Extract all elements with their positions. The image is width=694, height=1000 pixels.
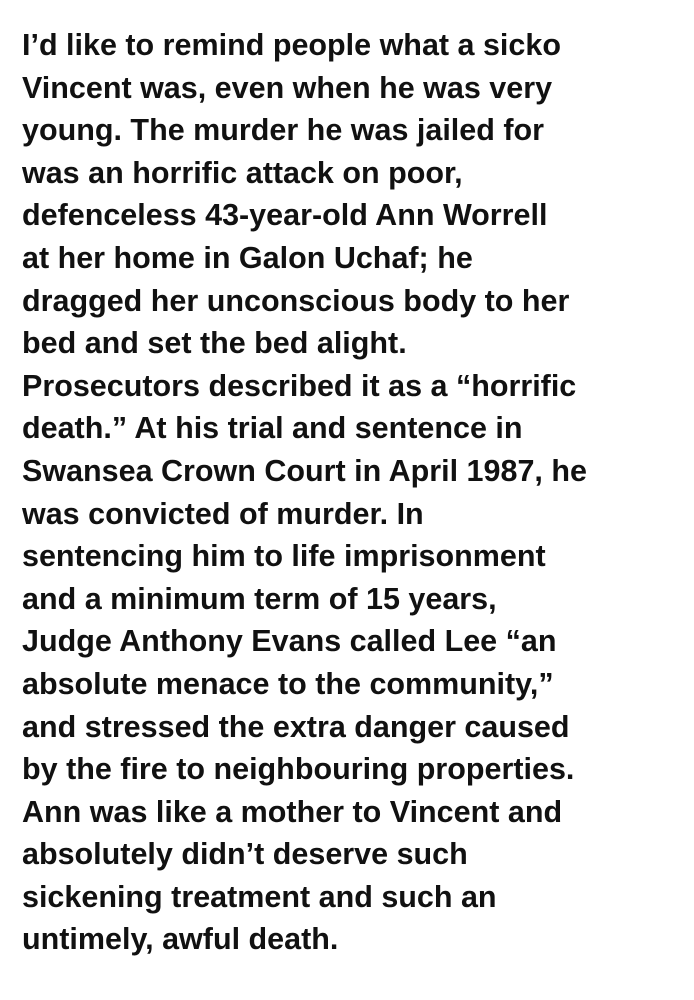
note-line: by the fire to neighbouring properties. xyxy=(22,752,575,787)
note-line: and a minimum term of 15 years, xyxy=(22,581,497,616)
note-line: Vincent was, even when he was very xyxy=(22,70,553,105)
note-line: at her home in Galon Uchaf; he xyxy=(22,240,473,275)
note-line: I’d like to remind people what a sicko xyxy=(22,28,561,62)
note-line: was convicted of murder. In xyxy=(22,496,424,531)
note-line: dragged her unconscious body to her xyxy=(22,283,570,318)
note-line: sentencing him to life imprisonment xyxy=(22,539,546,574)
note-line: death.” At his trial and sentence in xyxy=(22,411,523,446)
note-line: young. The murder he was jailed for xyxy=(22,113,544,148)
note-body xyxy=(22,24,682,961)
note-line: Prosecutors described it as a “horrific xyxy=(22,368,577,403)
note-line: Ann was like a mother to Vincent and xyxy=(22,794,563,829)
note-line: and stressed the extra danger caused xyxy=(22,709,570,744)
note-line: sickening treatment and such an xyxy=(22,879,497,914)
note-line: bed and set the bed alight. xyxy=(22,326,407,361)
note-line: defenceless 43-year-old Ann Worrell xyxy=(22,198,548,233)
note-line: Swansea Crown Court in April 1987, he xyxy=(22,453,587,488)
note-line: absolutely didn’t deserve such xyxy=(22,837,468,872)
note-line: Judge Anthony Evans called Lee “an xyxy=(22,624,557,659)
note-line: absolute menace to the community,” xyxy=(22,666,554,701)
note-line: untimely, awful death. xyxy=(22,922,339,957)
note-line: was an horrific attack on poor, xyxy=(22,155,463,190)
